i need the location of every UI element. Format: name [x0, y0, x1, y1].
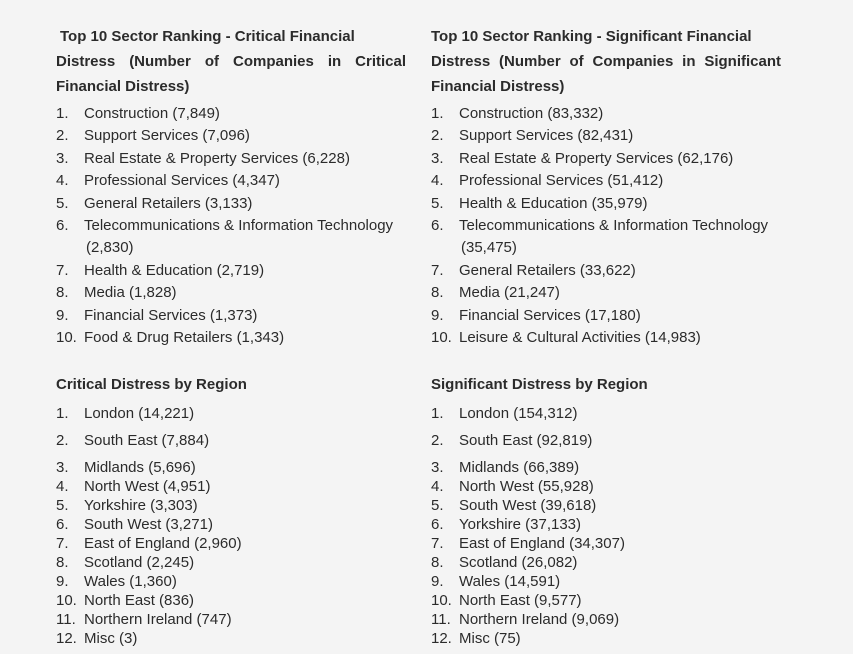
list-number: 5. [56, 194, 69, 212]
list-item [56, 193, 406, 215]
list-number: 4. [431, 172, 444, 190]
list-text: Yorkshire (3,303) [84, 497, 198, 515]
list-text: Media (21,247) [459, 284, 560, 302]
critical-sector-list [56, 103, 406, 349]
list-text: Yorkshire (37,133) [459, 516, 582, 534]
list-number: 10. [56, 329, 77, 347]
list-text: North West (55,928) [459, 478, 594, 496]
list-number: 4. [56, 172, 69, 190]
list-item [431, 572, 781, 591]
list-text: General Retailers (33,622) [459, 261, 636, 279]
list-item [431, 477, 781, 496]
list-text: Telecommunications & Information Technology [84, 217, 394, 235]
significant-sector-heading [431, 24, 781, 99]
list-number: 8. [56, 554, 69, 572]
list-item [431, 431, 781, 450]
list-item [431, 148, 781, 170]
list-number: 1. [431, 105, 444, 122]
list-number: 5. [56, 497, 69, 515]
list-item [56, 305, 406, 327]
list-text: Health & Education (2,719) [84, 261, 265, 279]
list-item [56, 553, 406, 572]
list-item [431, 260, 781, 282]
list-text: Misc (75) [459, 630, 521, 648]
list-text-continued: (35,475) [461, 239, 517, 257]
significant-region-heading: Significant Distress by Region [431, 376, 648, 394]
list-number: 3. [431, 149, 444, 167]
significant-region-list [431, 404, 781, 648]
list-text: East of England (34,307) [459, 535, 625, 553]
list-item [56, 260, 406, 282]
list-text: London (14,221) [84, 405, 195, 423]
critical-heading-line1: Top 10 Sector Ranking - Critical Financial [60, 28, 355, 45]
list-number: 8. [56, 284, 69, 302]
list-number: 6. [56, 516, 69, 534]
list-item [56, 572, 406, 591]
list-number: 5. [431, 194, 444, 212]
list-item [56, 477, 406, 496]
list-number: 12. [431, 630, 452, 648]
list-text: Real Estate & Property Services (62,176) [459, 149, 734, 167]
list-item [431, 103, 781, 125]
list-text: Wales (14,591) [459, 573, 561, 591]
list-text: Health & Education (35,979) [459, 194, 648, 212]
list-text: Misc (3) [84, 630, 138, 648]
list-item [56, 458, 406, 477]
critical-region-list [56, 404, 406, 648]
list-number: 6. [431, 516, 444, 534]
list-text: Support Services (7,096) [84, 127, 250, 145]
list-item [56, 148, 406, 170]
list-number: 2. [431, 432, 444, 450]
list-item [56, 496, 406, 515]
list-item [56, 327, 406, 349]
list-item [431, 458, 781, 477]
critical-heading-line3: Financial Distress) [56, 78, 190, 95]
list-item [431, 193, 781, 215]
list-text: Wales (1,360) [84, 573, 177, 591]
list-number: 7. [431, 261, 444, 279]
list-item [56, 282, 406, 304]
list-item [431, 553, 781, 572]
list-number: 1. [56, 105, 69, 122]
list-number: 10. [431, 329, 452, 347]
list-number: 11. [431, 611, 451, 629]
list-item [431, 591, 781, 610]
list-number: 7. [56, 535, 69, 553]
list-text: North East (9,577) [459, 592, 582, 610]
list-item [431, 629, 781, 648]
list-item [56, 591, 406, 610]
list-number: 11. [56, 611, 76, 629]
critical-sector-heading [56, 24, 406, 99]
list-item [56, 629, 406, 648]
list-text: South East (7,884) [84, 432, 210, 450]
list-item [56, 103, 406, 125]
critical-region-heading: Critical Distress by Region [56, 376, 247, 394]
list-text: Professional Services (51,412) [459, 172, 664, 190]
list-item [431, 170, 781, 192]
list-number: 4. [431, 478, 444, 496]
list-text: East of England (2,960) [84, 535, 242, 553]
list-text: South West (39,618) [459, 497, 597, 515]
list-text: London (154,312) [459, 405, 578, 423]
list-number: 6. [56, 217, 69, 235]
list-number: 1. [431, 405, 444, 423]
list-item [431, 610, 781, 629]
list-text: North West (4,951) [84, 478, 211, 496]
list-item [431, 496, 781, 515]
list-number: 10. [56, 592, 77, 610]
list-number: 9. [431, 573, 444, 591]
list-item [56, 125, 406, 147]
list-item [431, 282, 781, 304]
list-item [431, 327, 781, 349]
list-text: Financial Services (17,180) [459, 306, 641, 324]
list-text-continued: (2,830) [86, 239, 134, 257]
critical-column [56, 24, 406, 648]
list-text: Midlands (5,696) [84, 459, 196, 477]
list-number: 10. [431, 592, 452, 610]
list-item [56, 610, 406, 629]
list-text: Construction (83,332) [459, 105, 604, 122]
list-number: 7. [56, 261, 69, 279]
list-item [431, 215, 781, 260]
list-item [56, 534, 406, 553]
list-number: 2. [56, 127, 69, 145]
list-number: 12. [56, 630, 77, 648]
list-number: 6. [431, 217, 444, 235]
list-number: 1. [56, 405, 69, 423]
list-number: 3. [56, 459, 69, 477]
list-text: Scotland (2,245) [84, 554, 195, 572]
list-text: Financial Services (1,373) [84, 306, 258, 324]
list-number: 2. [56, 432, 69, 450]
list-text: North East (836) [84, 592, 195, 610]
list-text: Support Services (82,431) [459, 127, 634, 145]
list-number: 8. [431, 554, 444, 572]
list-item [56, 404, 406, 423]
list-text: Midlands (66,389) [459, 459, 580, 477]
list-text: Leisure & Cultural Activities (14,983) [459, 329, 701, 347]
list-number: 9. [56, 573, 69, 591]
list-text: Food & Drug Retailers (1,343) [84, 329, 285, 347]
list-number: 5. [431, 497, 444, 515]
list-item [56, 431, 406, 450]
significant-column [431, 24, 781, 648]
significant-heading-line1: Top 10 Sector Ranking - Significant Financial [431, 28, 752, 45]
list-item [56, 215, 406, 260]
list-number: 9. [431, 306, 444, 324]
list-text: Northern Ireland (747) [84, 611, 232, 629]
list-text: General Retailers (3,133) [84, 194, 253, 212]
list-number: 3. [431, 459, 444, 477]
list-number: 9. [56, 306, 69, 324]
list-text: South West (3,271) [84, 516, 213, 534]
significant-heading-line3: Financial Distress) [431, 78, 565, 95]
list-text: Scotland (26,082) [459, 554, 578, 572]
list-text: Telecommunications & Information Technology [459, 217, 769, 235]
list-text: South East (92,819) [459, 432, 593, 450]
list-number: 8. [431, 284, 444, 302]
significant-sector-list [431, 103, 781, 349]
list-item [431, 534, 781, 553]
critical-heading-line2: Distress (Number of Companies in Critical [56, 53, 406, 70]
list-number: 7. [431, 535, 444, 553]
list-text: Real Estate & Property Services (6,228) [84, 149, 350, 167]
list-number: 2. [431, 127, 444, 145]
list-text: Professional Services (4,347) [84, 172, 280, 190]
list-item [431, 515, 781, 534]
list-text: Northern Ireland (9,069) [459, 611, 620, 629]
list-item [431, 305, 781, 327]
list-item [431, 404, 781, 423]
significant-heading-line2: Distress (Number of Companies in Significant [431, 53, 781, 70]
list-number: 4. [56, 478, 69, 496]
list-text: Media (1,828) [84, 284, 177, 302]
list-number: 3. [56, 149, 69, 167]
list-item [431, 125, 781, 147]
list-item [56, 170, 406, 192]
list-item [56, 515, 406, 534]
list-text: Construction (7,849) [84, 105, 220, 122]
